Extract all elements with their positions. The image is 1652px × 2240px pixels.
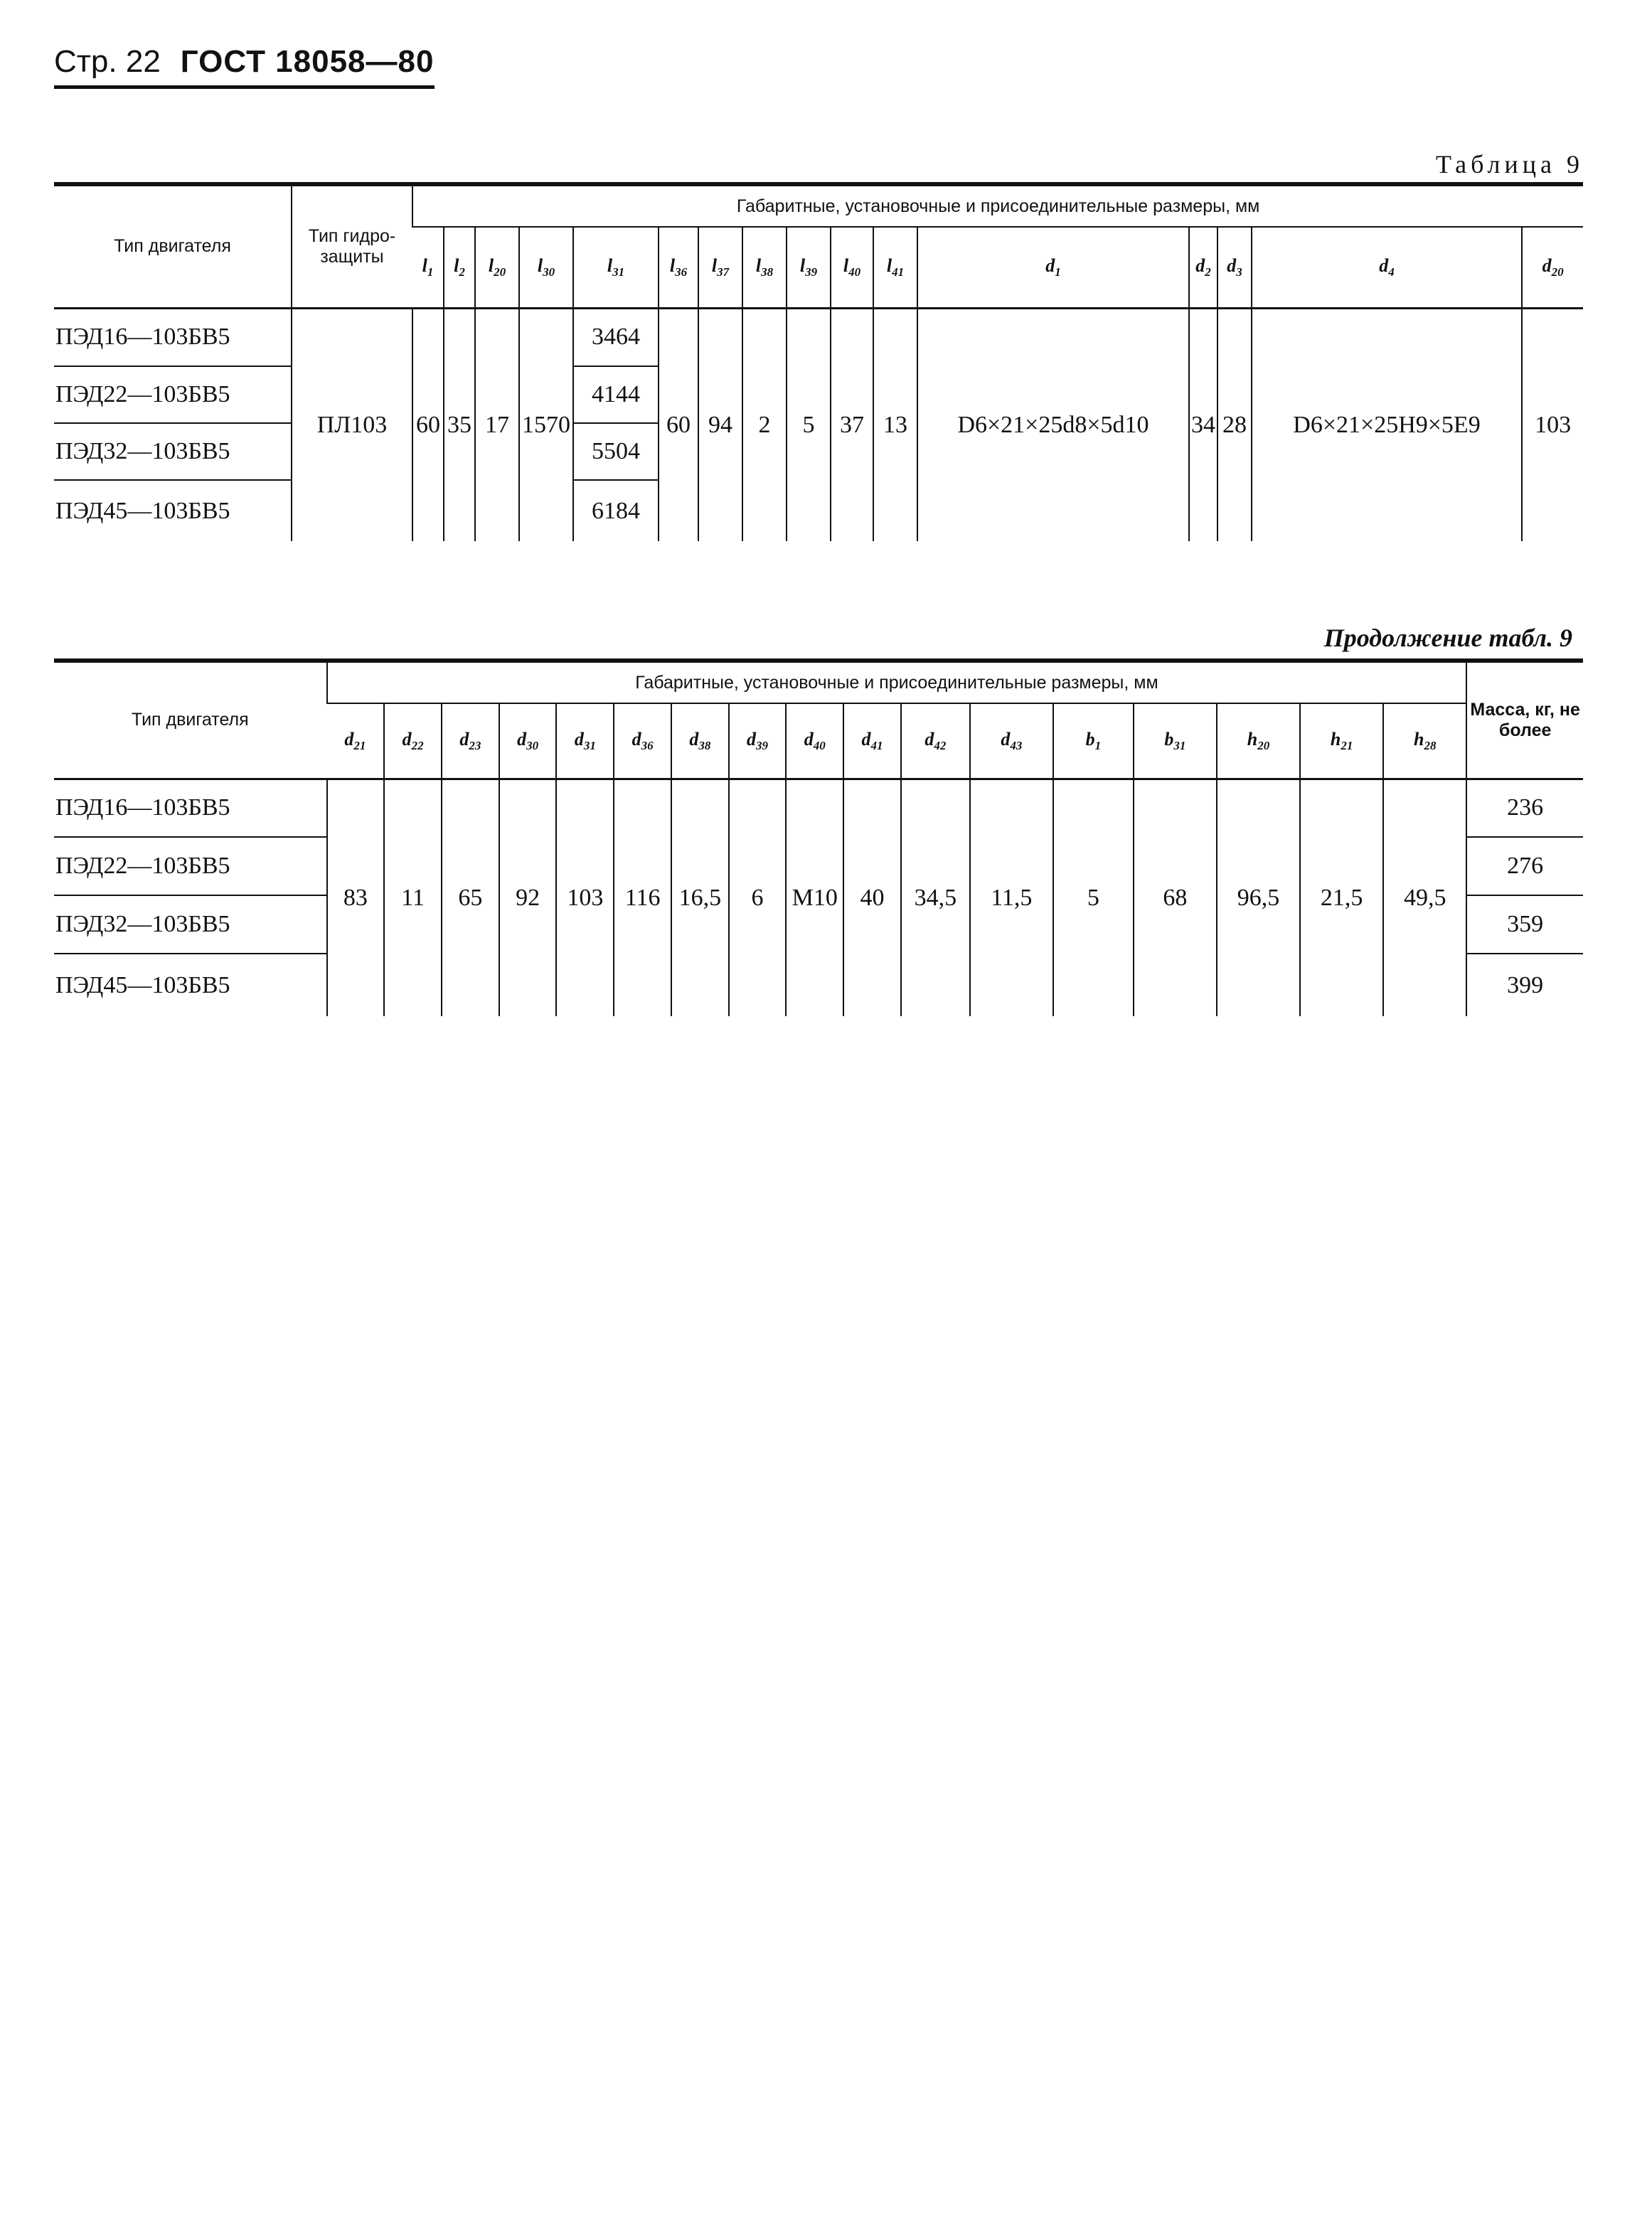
- dimension-header-4: [573, 227, 659, 308]
- dimension-header-6: [698, 227, 742, 308]
- dimension-symbol: d: [459, 728, 469, 750]
- value-l41: 13: [873, 308, 917, 541]
- dimension-symbol: l: [454, 255, 459, 276]
- dimension-symbol: d: [402, 728, 412, 750]
- dimension-value-3: 92: [499, 779, 557, 1016]
- table-row: [54, 308, 1583, 366]
- dimension-header-8: [787, 227, 831, 308]
- dimension-subscript: 42: [934, 738, 947, 752]
- dimension-symbol: d: [924, 728, 934, 750]
- dimension-value-11: 11,5: [970, 779, 1053, 1016]
- dimension-subscript: 22: [411, 738, 424, 752]
- value-l38: 2: [742, 308, 787, 541]
- table-9-continuation-caption: Продолжение табл. 9: [1323, 624, 1572, 652]
- dimension-symbol: d: [632, 728, 641, 750]
- dimension-symbol: h: [1413, 728, 1424, 750]
- dimension-header-7: [742, 227, 787, 308]
- dimension-value-9: 40: [843, 779, 901, 1016]
- dimension-header-3: [499, 703, 557, 779]
- dimension-subscript: 1: [1055, 265, 1061, 279]
- dimension-subscript: 38: [698, 738, 711, 752]
- dimension-symbol: d: [344, 728, 354, 750]
- value-d20: 103: [1522, 308, 1583, 541]
- dimension-value-6: 16,5: [671, 779, 729, 1016]
- dimension-header-11: [970, 703, 1053, 779]
- header-motor-type: Тип двигателя: [54, 184, 292, 308]
- page-header: [54, 44, 435, 89]
- dimension-header-12: [1053, 703, 1134, 779]
- value-l31: 6184: [573, 480, 659, 541]
- dimension-symbol: l: [843, 255, 849, 276]
- dimension-subscript: 20: [1551, 265, 1564, 279]
- dimension-symbol: b: [1085, 728, 1095, 750]
- dimension-value-2: 65: [442, 779, 499, 1016]
- dimension-header-15: [1522, 227, 1583, 308]
- table-9: [54, 182, 1583, 541]
- value-l36: 60: [659, 308, 698, 541]
- value-l39: 5: [787, 308, 831, 541]
- dimension-symbol: l: [886, 255, 892, 276]
- dimension-symbol: d: [517, 728, 527, 750]
- dimension-subscript: 41: [870, 738, 883, 752]
- motor-type: ПЭД16—103БВ5: [54, 779, 327, 837]
- motor-type: ПЭД22—103БВ5: [54, 366, 292, 423]
- dimension-symbol: h: [1330, 728, 1341, 750]
- value-l2: 35: [444, 308, 475, 541]
- value-l37: 94: [698, 308, 742, 541]
- dimension-value-5: 116: [614, 779, 671, 1016]
- dimension-subscript: 23: [469, 738, 481, 752]
- motor-type: ПЭД45—103БВ5: [55, 497, 230, 524]
- value-l30: 1570: [519, 308, 573, 541]
- dimension-subscript: 30: [526, 738, 539, 752]
- dimension-subscript: 1: [1094, 738, 1102, 752]
- dimension-symbol: d: [1001, 728, 1011, 750]
- value-d2: 34: [1189, 308, 1217, 541]
- dimension-header-2: [475, 227, 519, 308]
- dimension-header-5: [659, 227, 698, 308]
- dimension-symbol: l: [488, 255, 494, 276]
- table-9-continuation: [54, 658, 1583, 1016]
- dimension-header-2: [442, 703, 499, 779]
- mass-value: 399: [1466, 954, 1583, 1016]
- value-l40: 37: [831, 308, 873, 541]
- mass-value: 276: [1466, 837, 1583, 895]
- value-l31: 3464: [573, 308, 659, 366]
- dimension-subscript: 21: [1341, 738, 1353, 752]
- dimension-header-13: [1134, 703, 1217, 779]
- dimension-symbol: d: [1045, 255, 1055, 276]
- dimension-subscript: 40: [848, 265, 861, 279]
- header-protection-type: Тип гидрозащиты: [292, 184, 412, 308]
- dimension-subscript: 1: [427, 265, 434, 279]
- dimension-subscript: 39: [805, 265, 818, 279]
- dimension-header-4: [556, 703, 614, 779]
- dimension-subscript: 4: [1388, 265, 1395, 279]
- dimension-symbol: h: [1247, 728, 1258, 750]
- dimension-subscript: 30: [543, 265, 555, 279]
- dimension-subscript: 20: [1257, 738, 1270, 752]
- dimension-header-1: [384, 703, 442, 779]
- dimension-subscript: 31: [583, 738, 596, 752]
- dimension-subscript: 3: [1236, 265, 1242, 279]
- dimension-symbol: l: [711, 255, 718, 276]
- dimension-symbol: d: [1227, 255, 1237, 276]
- value-l20: 17: [475, 308, 519, 541]
- value-d4: D6×21×25H9×5E9: [1252, 308, 1522, 541]
- dimension-subscript: 41: [892, 265, 905, 279]
- dimension-value-13: 68: [1134, 779, 1217, 1016]
- dimension-header-5: [614, 703, 671, 779]
- dimension-subscript: 20: [494, 265, 506, 279]
- dimension-subscript: 31: [1173, 738, 1186, 752]
- dimension-symbol: d: [689, 728, 699, 750]
- dimension-symbol: b: [1164, 728, 1174, 750]
- dimension-value-7: 6: [729, 779, 787, 1016]
- value-l31: 5504: [573, 423, 659, 480]
- dimension-value-10: 34,5: [901, 779, 970, 1016]
- dimension-header-8: [786, 703, 843, 779]
- value-d1: D6×21×25d8×5d10: [917, 308, 1189, 541]
- dimension-header-0: [412, 227, 444, 308]
- dimension-subscript: 38: [761, 265, 774, 279]
- dimension-header-11: [917, 227, 1189, 308]
- header-mass: Масса, кг, не более: [1466, 661, 1583, 779]
- dimension-header-10: [873, 227, 917, 308]
- dimension-header-0: [327, 703, 385, 779]
- dimension-symbol: l: [799, 255, 806, 276]
- dimension-symbol: l: [422, 255, 427, 276]
- dimension-subscript: 2: [1205, 265, 1211, 279]
- dimension-value-1: 11: [384, 779, 442, 1016]
- motor-type: ПЭД16—103БВ5: [54, 308, 292, 366]
- value-l1: 60: [412, 308, 444, 541]
- value-d3: 28: [1217, 308, 1252, 541]
- standard-number: ГОСТ 18058—80: [180, 44, 435, 79]
- dimension-header-14: [1252, 227, 1522, 308]
- dimension-symbol: d: [574, 728, 584, 750]
- dimension-symbol: d: [747, 728, 757, 750]
- page-number: Стр. 22: [54, 44, 161, 79]
- dimension-header-1: [444, 227, 475, 308]
- dimension-header-3: [519, 227, 573, 308]
- motor-type: ПЭД22—103БВ5: [54, 837, 327, 895]
- dimension-subscript: 21: [353, 738, 366, 752]
- dimension-subscript: 43: [1010, 738, 1023, 752]
- dimension-value-16: 49,5: [1383, 779, 1466, 1016]
- dimension-subscript: 2: [459, 265, 465, 279]
- dimension-symbol: l: [537, 255, 543, 276]
- dimension-symbol: l: [755, 255, 762, 276]
- dimension-value-0: 83: [327, 779, 385, 1016]
- dimension-subscript: 36: [675, 265, 688, 279]
- dimension-subscript: 37: [717, 265, 730, 279]
- dimension-header-10: [901, 703, 970, 779]
- dimension-subscript: 28: [1424, 738, 1437, 752]
- header-motor-type: Тип двигателя: [54, 661, 327, 779]
- dimension-subscript: 31: [612, 265, 625, 279]
- table-9-caption: Таблица 9: [1436, 150, 1584, 178]
- dimension-header-6: [671, 703, 729, 779]
- mass-value: 359: [1466, 895, 1583, 954]
- dimension-symbol: l: [607, 255, 613, 276]
- dimension-symbol: d: [804, 728, 814, 750]
- table-row: [54, 779, 1583, 837]
- dimension-symbol: d: [861, 728, 871, 750]
- dimension-header-14: [1217, 703, 1300, 779]
- dimension-header-15: [1300, 703, 1383, 779]
- dimension-value-8: M10: [786, 779, 843, 1016]
- header-dimensions-group: Габаритные, установочные и присоединительные размеры, мм: [412, 184, 1583, 227]
- value-l31: 4144: [573, 366, 659, 423]
- dimension-subscript: 39: [756, 738, 769, 752]
- dimension-subscript: 36: [641, 738, 654, 752]
- dimension-symbol: d: [1195, 255, 1205, 276]
- dimension-value-14: 96,5: [1217, 779, 1300, 1016]
- motor-type: ПЭД45—103БВ5: [55, 971, 230, 998]
- dimension-header-12: [1189, 227, 1217, 308]
- dimension-value-15: 21,5: [1300, 779, 1383, 1016]
- dimension-symbol: d: [1379, 255, 1389, 276]
- motor-type: ПЭД32—103БВ5: [54, 895, 327, 954]
- dimension-value-12: 5: [1053, 779, 1134, 1016]
- dimension-symbol: d: [1542, 255, 1552, 276]
- mass-value: 236: [1466, 779, 1583, 837]
- dimension-header-13: [1217, 227, 1252, 308]
- motor-type: ПЭД32—103БВ5: [54, 423, 292, 480]
- dimension-header-7: [729, 703, 787, 779]
- dimension-header-9: [843, 703, 901, 779]
- protection-type: ПЛ103: [292, 308, 412, 541]
- dimension-header-9: [831, 227, 873, 308]
- dimension-subscript: 40: [813, 738, 826, 752]
- header-dimensions-group: Габаритные, установочные и присоединительные размеры, мм: [327, 661, 1467, 703]
- dimension-value-4: 103: [556, 779, 614, 1016]
- dimension-header-16: [1383, 703, 1466, 779]
- dimension-symbol: l: [669, 255, 676, 276]
